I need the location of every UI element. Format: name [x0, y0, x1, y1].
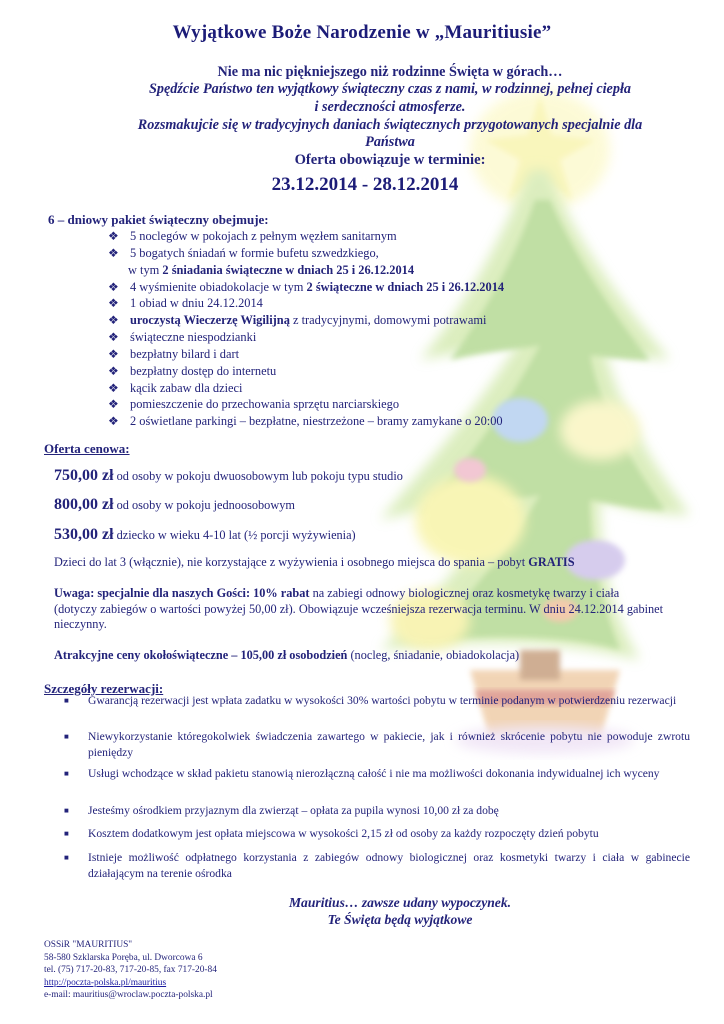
package-item — [108, 228, 504, 245]
children-free-note — [54, 555, 674, 571]
square-bullet-icon: ■ — [64, 732, 69, 741]
package-item-text: 5 bogatych śniadań w formie bufetu szwedzkiego, — [130, 245, 379, 260]
square-bullet-icon: ■ — [64, 769, 69, 778]
intro-line-1: Nie ma nic piękniejszego niż rodzinne Święta w górach… — [217, 64, 563, 80]
package-item — [108, 413, 504, 430]
package-item-bold: 2 świąteczne w dniach 25 i 26.12.2014 — [306, 279, 505, 294]
price-child — [54, 526, 356, 544]
diamond-bullet-icon: ❖ — [108, 397, 119, 412]
intro-line-2: Spędźcie Państwo ten wyjątkowy świąteczny czas z nami, w rodzinnej, pełnej ciepła — [149, 81, 631, 97]
discount-note-bold: Uwaga: specjalnie dla naszych Gości: 10% rabat — [54, 586, 310, 600]
contact-footer — [44, 939, 217, 1002]
price-description: od osoby w pokoju dwuosobowym lub pokoju typu studio — [113, 469, 403, 483]
closing-line-2: Te Święta będą wyjątkowe — [327, 912, 473, 927]
offer-term-label: Oferta obowiązuje w terminie: — [294, 152, 486, 168]
diamond-bullet-icon: ❖ — [108, 414, 119, 429]
package-list — [108, 228, 504, 430]
diamond-bullet-icon: ❖ — [108, 330, 119, 345]
intro-line-3: i serdeczności atmosferze. — [314, 99, 466, 115]
company-name: OSSiR "MAURITIUS" — [44, 940, 133, 950]
price-amount: 800,00 zł — [54, 496, 114, 513]
package-item — [108, 279, 504, 296]
page-title: Wyjątkowe Boże Narodzenie w „Mauritiusie” — [172, 22, 552, 43]
package-item — [108, 380, 504, 397]
package-item — [108, 245, 504, 262]
gratis-label: GRATIS — [528, 555, 575, 569]
package-item-bold: 2 śniadania świąteczne w dniach 25 i 26.12.2014 — [162, 262, 415, 277]
square-bullet-icon: ■ — [64, 806, 69, 815]
package-item — [108, 363, 504, 380]
reservation-item: Usługi wchodzące w skład pakietu stanowią nierozłączną całość i nie ma możliwości dokonania indywidualnej ich wyceny — [88, 767, 660, 780]
package-item — [108, 396, 504, 413]
discount-note-text: na zabiegi odnowy biologicznej oraz kosmetykę twarzy i ciała (dotyczy zabiegów o wartości powyżej 50,00 zł). Obowiązuje wcześniejsza rezerwacja terminu. W dniu 24.12.2014 gabinet nieczynny. — [54, 586, 664, 631]
package-item-text: z tradycyjnymi, domowymi potrawami — [289, 313, 487, 328]
square-bullet-icon: ■ — [64, 696, 69, 705]
package-item — [108, 295, 504, 312]
diamond-bullet-icon: ❖ — [108, 245, 119, 260]
diamond-bullet-icon: ❖ — [108, 296, 119, 311]
closing-line-1: Mauritius… zawsze udany wypoczynek. — [288, 895, 512, 910]
diamond-bullet-icon: ❖ — [108, 363, 119, 378]
children-free-text: Dzieci do lat 3 (włącznie), nie korzystające z wyżywienia i osobnego miejsca do spania – pobyt — [54, 555, 529, 569]
price-description: od osoby w pokoju jednoosobowym — [113, 498, 295, 512]
intro-line-4: Rozsmakujcie się w tradycyjnych daniach świątecznych przygotowanych specjalnie dla — [137, 117, 643, 133]
price-single-room — [54, 496, 295, 514]
square-bullet-icon: ■ — [64, 853, 69, 862]
reservation-heading: Szczegóły rezerwacji: — [44, 681, 164, 696]
package-item-text: pomieszczenie do przechowania sprzętu narciarskiego — [130, 397, 400, 412]
package-item-text: bezpłatny bilard i dart — [130, 346, 240, 361]
package-item-text: kącik zabaw dla dzieci — [130, 380, 243, 395]
price-amount: 530,00 zł — [54, 526, 114, 543]
intro-line-5: Państwa — [365, 134, 415, 150]
square-bullet-icon: ■ — [64, 829, 69, 838]
offer-dates: 23.12.2014 - 28.12.2014 — [271, 174, 459, 195]
diamond-bullet-icon: ❖ — [108, 313, 119, 328]
package-item — [108, 346, 504, 363]
price-description: dziecko w wieku 4-10 lat (½ porcji wyżywienia) — [113, 528, 356, 542]
website-link[interactable]: http://poczta-polska.pl/mauritius — [44, 977, 167, 988]
diamond-bullet-icon: ❖ — [108, 346, 119, 361]
package-item-text: 5 noclegów w pokojach z pełnym węzłem sanitarnym — [130, 229, 397, 243]
package-item-text: 2 oświetlane parkingi – bezpłatne, niestrzeżone – bramy zamykane o 20:00 — [130, 414, 503, 429]
reservation-item: Jesteśmy ośrodkiem przyjaznym dla zwierząt – opłata za pupila wynosi 10,00 zł za dobę — [88, 804, 499, 817]
reservation-item: Niewykorzystanie któregokolwiek świadczenia zawartego w pakiecie, jak i również skrócenie pobytu nie powoduje zwrotu pieniędzy — [88, 730, 690, 759]
reservation-item: Kosztem dodatkowym jest opłata miejscowa w wysokości 2,15 zł od osoby za każdy rozpoczęty dzień pobytu — [88, 827, 599, 840]
reservation-item: Istnieje możliwość odpłatnego korzystania z zabiegów odnowy biologicznej oraz kosmetyki twarzy i ciała w gabinecie działającym na terenie ośrodka — [88, 851, 690, 880]
package-item-text: 1 obiad w dniu 24.12.2014 — [130, 296, 263, 311]
package-item-bold: uroczystą Wieczerzę Wigilijną — [130, 313, 290, 328]
reservation-item: Gwarancją rezerwacji jest wpłata zadatku w wysokości 30% wartości pobytu w terminie podanym w potwierdzeniu rezerwacji — [88, 694, 677, 707]
company-phone: tel. (75) 717-20-83, 717-20-85, fax 717-20-84 — [44, 965, 217, 976]
package-item-text: 4 wyśmienite obiadokolacje w tym — [130, 279, 307, 294]
diamond-bullet-icon: ❖ — [108, 380, 119, 395]
company-email[interactable]: e-mail: mauritius@wroclaw.poczta-polska.pl — [44, 990, 213, 1001]
package-item-text: w tym — [128, 262, 163, 277]
package-item-text: świąteczne niespodzianki — [130, 330, 257, 345]
package-item — [108, 329, 504, 346]
holiday-prices-bold: Atrakcyjne ceny okołoświąteczne – 105,00 zł osobodzień — [54, 648, 348, 662]
diamond-bullet-icon: ❖ — [108, 279, 119, 294]
company-address: 58-580 Szklarska Poręba, ul. Dworcowa 6 — [44, 952, 203, 963]
package-item — [108, 312, 504, 329]
price-double-room — [54, 467, 403, 485]
package-item-text: bezpłatny dostęp do internetu — [130, 363, 277, 378]
holiday-prices-text: (nocleg, śniadanie, obiadokolacja) — [347, 648, 520, 662]
package-item — [108, 262, 504, 279]
price-amount: 750,00 zł — [54, 467, 114, 484]
diamond-bullet-icon: ❖ — [108, 229, 119, 243]
price-heading: Oferta cenowa: — [44, 441, 130, 456]
discount-note — [54, 586, 664, 633]
package-heading: 6 – dniowy pakiet świąteczny obejmuje: — [48, 212, 269, 227]
holiday-prices-note — [54, 648, 674, 664]
